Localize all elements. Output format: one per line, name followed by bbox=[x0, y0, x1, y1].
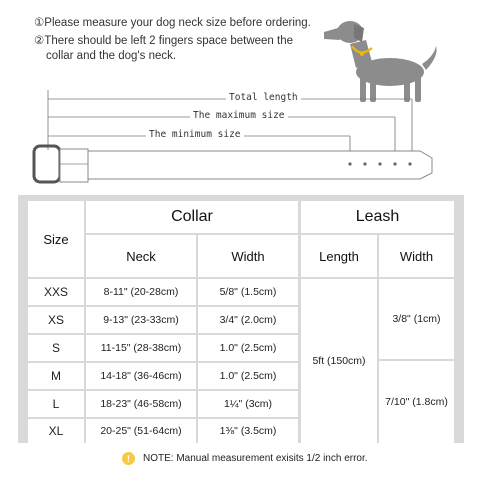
row-neck: 11-15" (28-38cm) bbox=[86, 335, 196, 361]
row-size: S bbox=[28, 335, 84, 361]
leash-width-header: Width bbox=[379, 235, 454, 277]
minimum-size-label: The minimum size bbox=[146, 129, 244, 140]
row-collar-width: 1.0" (2.5cm) bbox=[198, 335, 298, 361]
row-neck: 20-25" (51-64cm) bbox=[86, 419, 196, 443]
leash-width-large: 7/10" (1.8cm) bbox=[379, 361, 454, 443]
leash-width-small: 3/8" (1cm) bbox=[379, 279, 454, 359]
leash-header: Leash bbox=[301, 201, 454, 233]
row-collar-width: 1.0" (2.5cm) bbox=[198, 363, 298, 389]
length-header: Length bbox=[301, 235, 377, 277]
total-length-label: Total length bbox=[226, 92, 301, 103]
row-neck: 8-11" (20-28cm) bbox=[86, 279, 196, 305]
warning-icon: ! bbox=[122, 452, 135, 465]
size-table bbox=[18, 195, 464, 443]
instruction-1: ①Please measure your dog neck size before ordering. bbox=[34, 17, 311, 29]
neck-header: Neck bbox=[86, 235, 196, 277]
maximum-size-label: The maximum size bbox=[190, 110, 288, 121]
row-collar-width: 5/8" (1.5cm) bbox=[198, 279, 298, 305]
footnote-text: NOTE: Manual measurement exisits 1/2 inch error. bbox=[143, 453, 368, 464]
instruction-2-continued: collar and the dog's neck. bbox=[46, 50, 177, 62]
row-size: XS bbox=[28, 307, 84, 333]
instruction-2: ②There should be left 2 fingers space between the bbox=[34, 35, 293, 47]
row-collar-width: 3/4" (2.0cm) bbox=[198, 307, 298, 333]
row-collar-width: 1¼" (3cm) bbox=[198, 391, 298, 417]
collar-width-header: Width bbox=[198, 235, 298, 277]
leash-length: 5ft (150cm) bbox=[301, 279, 377, 443]
row-size: L bbox=[28, 391, 84, 417]
row-size: M bbox=[28, 363, 84, 389]
collar-diagram bbox=[0, 80, 480, 195]
footnote bbox=[122, 452, 368, 465]
row-neck: 18-23" (46-58cm) bbox=[86, 391, 196, 417]
row-neck: 14-18" (36-46cm) bbox=[86, 363, 196, 389]
row-size: XL bbox=[28, 419, 84, 443]
row-neck: 9-13" (23-33cm) bbox=[86, 307, 196, 333]
size-header: Size bbox=[28, 201, 84, 277]
collar-header: Collar bbox=[86, 201, 298, 233]
row-collar-width: 1⅜" (3.5cm) bbox=[198, 419, 298, 443]
row-size: XXS bbox=[28, 279, 84, 305]
